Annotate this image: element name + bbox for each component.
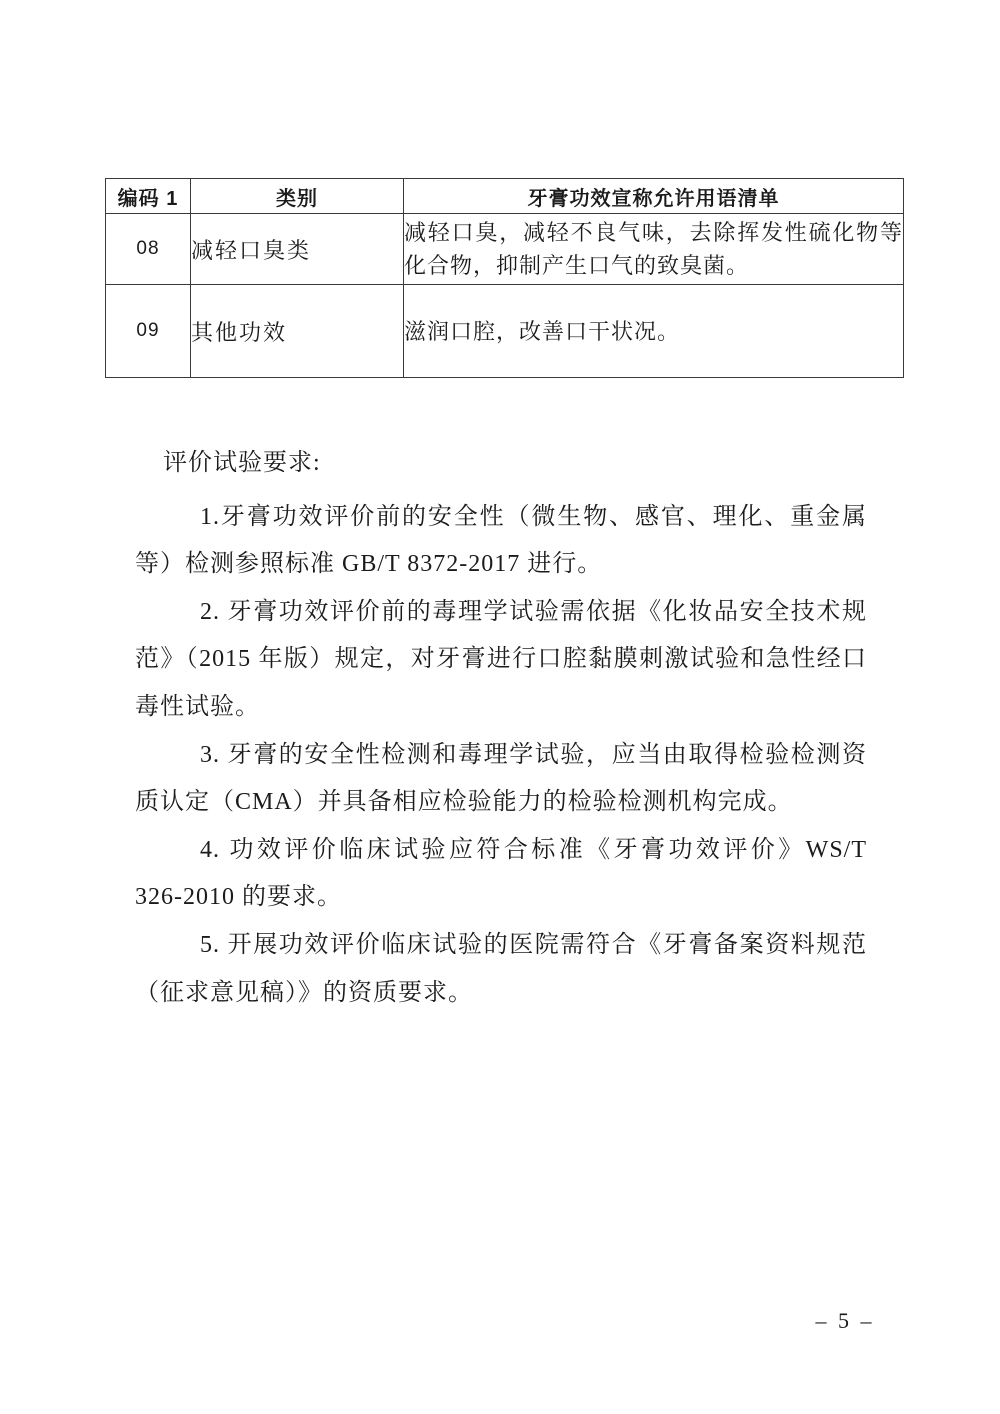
evaluation-requirements-section bbox=[135, 440, 867, 1017]
section-title: 评价试验要求: bbox=[163, 450, 321, 476]
code-cell: 09 bbox=[106, 285, 191, 378]
requirement-item-3: 3. 牙膏的安全性检测和毒理学试验，应当由取得检验检测资质认定（CMA）并具备相应检验能力的检验检测机构完成。 bbox=[135, 741, 867, 816]
table-row bbox=[106, 214, 904, 285]
table-header-category: 类别 bbox=[191, 179, 404, 214]
requirement-item-1: 1.牙膏功效评价前的安全性（微生物、感官、理化、重金属等）检测参照标准 GB/T 8372-2017 进行。 bbox=[135, 503, 867, 578]
table-header-code: 编码 1 bbox=[106, 179, 191, 214]
requirement-item-4: 4. 功效评价临床试验应符合标准《牙膏功效评价》WS/T 326-2010 的要求。 bbox=[135, 836, 867, 911]
claims-table bbox=[105, 178, 903, 378]
claims-cell: 滋润口腔，改善口干状况。 bbox=[404, 285, 904, 378]
claims-cell: 减轻口臭，减轻不良气味，去除挥发性硫化物等化合物，抑制产生口气的致臭菌。 bbox=[404, 214, 904, 285]
table-header-claims: 牙膏功效宣称允许用语清单 bbox=[404, 179, 904, 214]
page-number: – 5 – bbox=[815, 1308, 875, 1333]
requirement-item-2: 2. 牙膏功效评价前的毒理学试验需依据《化妆品安全技术规范》（2015 年版）规定，对牙膏进行口腔黏膜刺激试验和急性经口毒性试验。 bbox=[135, 598, 867, 720]
category-cell: 减轻口臭类 bbox=[191, 214, 404, 285]
table-header-row bbox=[106, 179, 904, 214]
requirement-item-5: 5. 开展功效评价临床试验的医院需符合《牙膏备案资料规范（征求意见稿）》的资质要求。 bbox=[135, 931, 867, 1006]
table-row bbox=[106, 285, 904, 378]
category-cell: 其他功效 bbox=[191, 285, 404, 378]
code-cell: 08 bbox=[106, 214, 191, 285]
